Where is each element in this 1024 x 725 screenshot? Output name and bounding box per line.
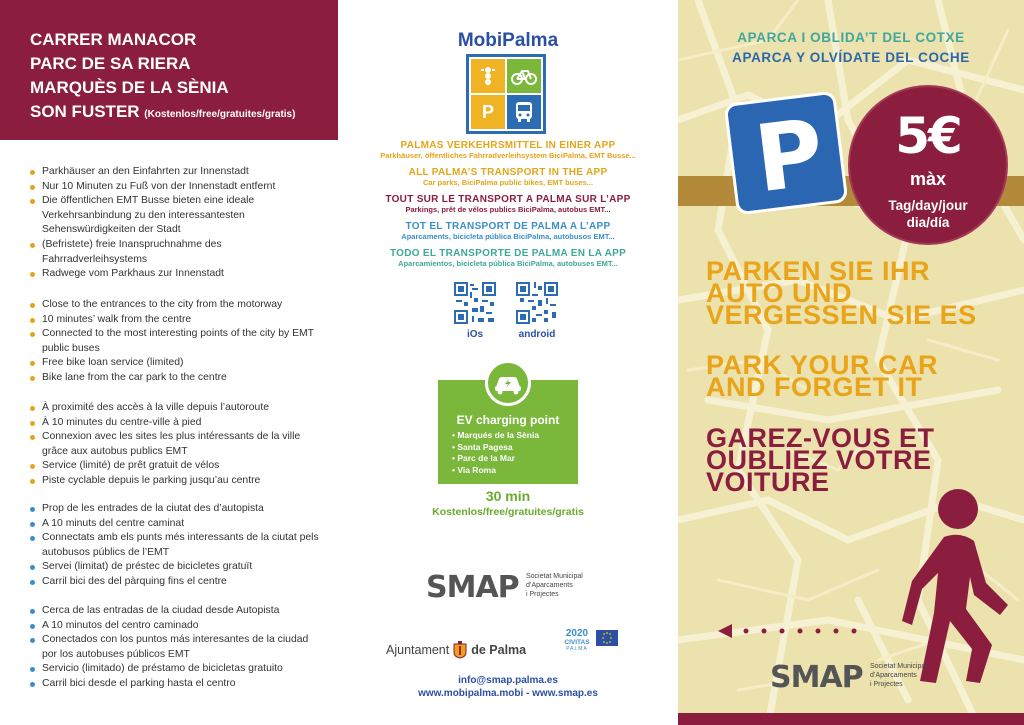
civitas-logo — [560, 628, 594, 664]
app-block-de — [338, 140, 678, 160]
ev-car-icon — [485, 360, 531, 406]
list-item: Piste cyclable depuis le parking jusqu’au centre — [30, 474, 320, 489]
list-item: (Befristete) freie Inanspruchnahme des Fahrradverleihsystems — [30, 238, 320, 267]
smap-logo-right — [770, 660, 970, 696]
headline-line: AUTO UND — [706, 278, 853, 308]
bus-icon — [507, 95, 541, 129]
middle-panel — [338, 0, 678, 725]
location-line: CARRER MANACOR — [30, 30, 197, 49]
ajuntament-logo — [386, 640, 526, 660]
list-item: Servei (limitat) de préstec de bicicletes gratuït — [30, 560, 320, 575]
features-list-fr — [30, 401, 320, 489]
features-list-en — [30, 298, 320, 386]
list-item: Connectats amb els punts més interessants de la ciutat pels autobusos públics de l’EMT — [30, 531, 320, 560]
smap-desc-line: i Projectes — [526, 591, 559, 598]
list-item: Radwege vom Parkhaus zur Innenstadt — [30, 267, 320, 282]
left-panel — [0, 0, 338, 725]
headline-line: GAREZ-VOUS ET — [706, 423, 935, 453]
de-palma-text: de Palma — [471, 643, 527, 657]
mobipalma-title: MobiPalma — [457, 30, 559, 51]
price-unit-line: Tag/day/jour — [888, 198, 968, 213]
app-subtitle: Parkhäuser, öffentliches Fahrradverleihsystem BiciPalma, EMT Busse... — [380, 151, 636, 160]
list-item: Carril bici desde el parking hasta el centro — [30, 677, 320, 692]
slogan-ca: APARCA I OBLIDA’T DEL COTXE — [737, 30, 965, 45]
list-item: 10 minutes’ walk from the centre — [30, 313, 320, 328]
price-badge — [848, 85, 1008, 245]
app-block-fr — [338, 194, 678, 214]
list-item: • Parc de la Mar — [452, 453, 539, 465]
smap-desc-line: Societat Municipal — [526, 573, 583, 580]
smap-desc-line: Societat Municipal — [870, 663, 927, 670]
list-item: A 10 minutos del centro caminado — [30, 619, 320, 634]
walking-person-icon — [900, 485, 1020, 685]
list-item: Service (limité) de prêt gratuit de vélos — [30, 459, 320, 474]
app-heading: TOT EL TRANSPORT DE PALMA A L’APP — [405, 221, 611, 232]
app-heading: TODO EL TRANSPORTE DE PALMA EN LA APP — [389, 248, 627, 259]
app-subtitle: Aparcaments, bicicleta pública BiciPalma, autobusos EMT... — [401, 232, 615, 241]
smap-desc-line: d’Aparcaments — [870, 672, 917, 679]
app-subtitle: Car parks, BiciPalma public bikes, EMT buses... — [422, 178, 594, 187]
slogan-es: APARCA Y OLVÍDATE DEL COCHE — [732, 50, 970, 65]
civitas-year: 2020 — [565, 628, 589, 639]
features-list-ca — [30, 502, 320, 590]
app-heading: ALL PALMA’S TRANSPORT IN THE APP — [408, 167, 608, 178]
list-item: • Via Roma — [452, 465, 539, 477]
locations-header — [0, 0, 338, 140]
list-item: Parkhäuser an den Einfahrten zur Innenstadt — [30, 165, 320, 180]
list-item: Prop de les entrades de la ciutat des d’autopista — [30, 502, 320, 517]
price-amount: 5€ — [895, 107, 961, 165]
list-item: Free bike loan service (limited) — [30, 356, 320, 371]
parking-sign-icon — [724, 91, 849, 216]
traffic-light-icon — [471, 59, 505, 93]
headline-line: VERGESSEN SIE ES — [706, 300, 977, 330]
qr-code-ios[interactable] — [454, 282, 496, 324]
list-item: Close to the entrances to the city from the motorway — [30, 298, 320, 313]
headline-line: AND FORGET IT — [706, 372, 923, 402]
list-item: Nur 10 Minuten zu Fuß von der Innenstadt entfernt — [30, 180, 320, 195]
list-item: Servicio (limitado) de préstamo de bicicletas gratuito — [30, 662, 320, 677]
civitas-name: CIVITAS — [564, 639, 590, 646]
list-item: À 10 minutes du centre-ville à pied — [30, 416, 320, 431]
smap-wordmark: SMAP — [770, 660, 863, 695]
list-item: À proximité des accès à la ville depuis l’autoroute — [30, 401, 320, 416]
ev-locations — [452, 430, 539, 476]
app-subtitle: Aparcamientos, bicicleta pública BiciPalma, autobuses EMT... — [398, 259, 618, 268]
parking-letter: P — [749, 98, 830, 213]
list-item: Conectados con los puntos más interesantes de la ciudad por los autobuses públicos EMT — [30, 633, 320, 662]
contact-web[interactable]: www.mobipalma.mobi - www.smap.es — [418, 688, 598, 699]
headline-en — [706, 350, 939, 402]
ev-charging-box — [438, 380, 578, 484]
location-line: PARC DE SA RIERA — [30, 54, 191, 73]
smap-logo — [426, 570, 606, 606]
ev-time: 30 min — [485, 488, 531, 504]
right-panel — [678, 0, 1024, 725]
list-item: Connected to the most interesting points of the city by EMT public buses — [30, 327, 320, 356]
free-note: (Kostenlos/free/gratuites/gratis) — [144, 109, 296, 120]
mobipalma-logo — [466, 54, 546, 134]
headline-line: VOITURE — [706, 467, 830, 497]
contact-email[interactable]: info@smap.palma.es — [458, 675, 558, 686]
list-item: Die öffentlichen EMT Busse bieten eine ideale Verkehrsanbindung zu den interessantesten Sehenswürdigkeiten der Stadt — [30, 194, 320, 238]
location-name: SON FUSTER — [30, 102, 140, 121]
direction-arrow-icon — [718, 624, 878, 638]
headline-line: PARKEN SIE IHR — [706, 256, 931, 286]
features-list-es — [30, 604, 320, 692]
location-line: MARQUÈS DE LA SÈNIA — [30, 78, 229, 97]
headline-line: OUBLIEZ VOTRE — [706, 445, 932, 475]
headline-de — [706, 256, 977, 330]
parking-icon: P — [471, 95, 505, 129]
ev-free-note: Kostenlos/free/gratuites/gratis — [432, 506, 584, 518]
qr-code-android[interactable] — [516, 282, 558, 324]
app-block-ca — [338, 221, 678, 241]
smap-wordmark: SMAP — [426, 570, 519, 605]
android-label: android — [518, 329, 556, 340]
list-item: A 10 minuts del centre caminat — [30, 517, 320, 532]
price-unit — [850, 197, 1006, 231]
list-item: Carril bici des del pàrquing fins el centre — [30, 575, 320, 590]
app-heading: PALMAS VERKEHRSMITTEL IN EINER APP — [400, 140, 616, 151]
list-item: Bike lane from the car park to the centre — [30, 371, 320, 386]
location-line — [30, 100, 338, 127]
eu-flag-icon — [596, 630, 618, 646]
smap-description — [526, 572, 583, 599]
crest-icon — [453, 641, 467, 659]
app-heading: TOUT SUR LE TRANSPORT A PALMA SUR L’APP — [385, 194, 631, 205]
app-block-en — [338, 167, 678, 187]
smap-desc-line: d’Aparcaments — [526, 582, 573, 589]
ajuntament-text: Ajuntament — [386, 643, 450, 657]
bicycle-icon — [507, 59, 541, 93]
bottom-band — [678, 713, 1024, 725]
app-block-es — [338, 248, 678, 268]
list-item: Cerca de las entradas de la ciudad desde Autopista — [30, 604, 320, 619]
smap-desc-line: i Projectes — [870, 681, 903, 688]
ios-label: iOs — [466, 329, 484, 340]
smap-description — [870, 662, 927, 689]
ev-title: EV charging point — [456, 413, 560, 427]
app-subtitle: Parkings, prêt de vélos publics BiciPalma, autobus EMT... — [405, 205, 611, 214]
headline-fr — [706, 423, 935, 497]
price-max: màx — [909, 169, 947, 189]
list-item: • Santa Pagesa — [452, 442, 539, 454]
price-unit-line: dia/día — [906, 215, 950, 230]
headline-line: PARK YOUR CAR — [706, 350, 939, 380]
list-item: Connexion avec les sites les plus intéressants de la ville grâce aux autobus publics EMT — [30, 430, 320, 459]
list-item: • Marqués de la Sènia — [452, 430, 539, 442]
civitas-city: PALMA — [566, 646, 588, 652]
features-list-de — [30, 165, 320, 282]
